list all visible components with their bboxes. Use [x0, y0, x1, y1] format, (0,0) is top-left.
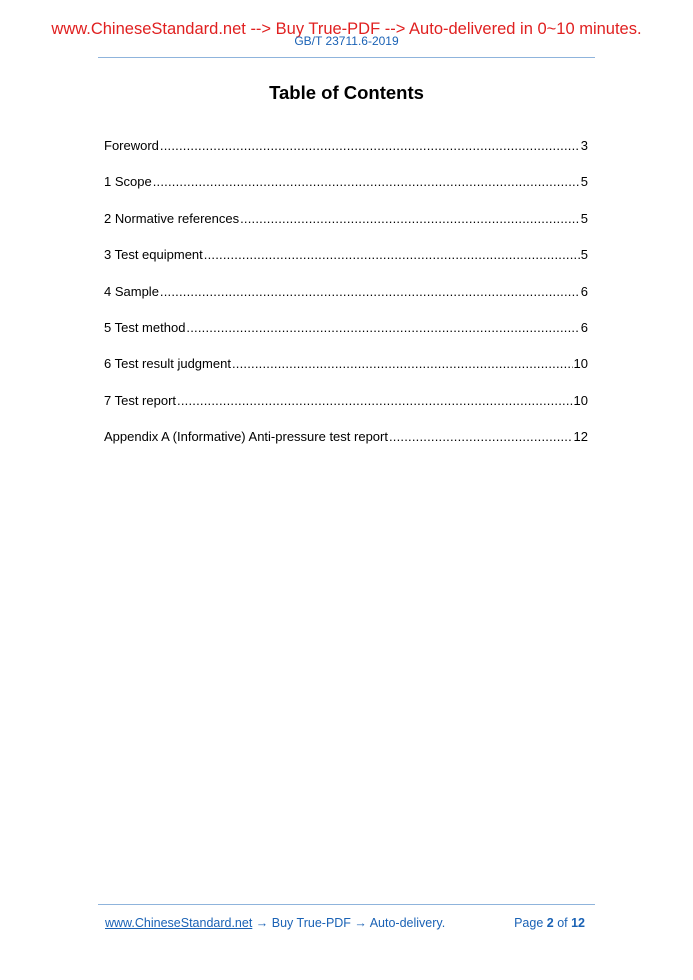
toc-entry-label: 5 Test method	[104, 319, 186, 335]
toc-entry-test-report[interactable]	[104, 392, 588, 428]
toc-entry-page: 5	[580, 174, 588, 190]
toc-entry-foreword[interactable]	[104, 137, 588, 173]
page-title: Table of Contents	[269, 82, 424, 103]
toc-entry-test-equipment[interactable]	[104, 246, 588, 282]
toc-dot-leader	[389, 428, 573, 446]
toc-entry-sample[interactable]	[104, 283, 588, 319]
toc-entry-page: 6	[580, 319, 588, 335]
footer-divider	[98, 904, 595, 905]
page-indicator	[514, 915, 585, 931]
toc-entry-label: 7 Test report	[104, 392, 177, 408]
toc-entry-label: 2 Normative references	[104, 210, 240, 226]
footer-promo	[105, 915, 445, 931]
toc-entry-page: 5	[580, 247, 588, 263]
header-divider	[98, 57, 595, 58]
toc-entry-test-result-judgment[interactable]	[104, 355, 588, 391]
footer-tagline: → Buy True-PDF → Auto-delivery.	[252, 916, 446, 930]
toc-dot-leader	[186, 319, 579, 337]
toc-dot-leader	[204, 246, 580, 264]
top-banner: www.ChineseStandard.net --> Buy True-PDF --> Auto-delivered in 0~10 minutes.	[51, 20, 642, 38]
toc-dot-leader	[177, 392, 573, 410]
toc-entry-scope[interactable]	[104, 173, 588, 209]
toc-entry-label: Foreword	[104, 138, 159, 153]
toc-entry-page: 3	[580, 138, 588, 153]
toc-dot-leader	[240, 210, 580, 228]
toc-dot-leader	[160, 283, 580, 301]
toc-dot-leader	[160, 137, 580, 155]
toc-entry-page: 10	[573, 392, 588, 408]
total-pages-number: 12	[571, 916, 585, 930]
toc-entry-label: 6 Test result judgment	[104, 356, 231, 372]
toc-list	[104, 137, 588, 465]
current-page-number: 2	[546, 916, 554, 930]
toc-entry-label: 4 Sample	[104, 283, 159, 299]
toc-dot-leader	[153, 173, 580, 191]
toc-entry-page: 6	[580, 283, 588, 299]
toc-dot-leader	[232, 355, 573, 373]
toc-entry-page: 5	[580, 210, 588, 226]
of-word: of	[553, 916, 572, 930]
standard-code: GB/T 23711.6-2019	[294, 34, 399, 48]
toc-entry-label: 1 Scope	[104, 174, 152, 190]
footer-site-link[interactable]: www.ChineseStandard.net	[105, 916, 253, 930]
toc-entry-page: 10	[573, 356, 588, 372]
page-word: Page	[514, 916, 547, 930]
toc-entry-appendix-a[interactable]	[104, 428, 588, 464]
toc-entry-test-method[interactable]	[104, 319, 588, 355]
toc-entry-label: 3 Test equipment	[104, 247, 203, 263]
toc-entry-normative-references[interactable]	[104, 210, 588, 246]
toc-entry-label: Appendix A (Informative) Anti-pressure test report	[104, 429, 388, 445]
toc-entry-page: 12	[573, 429, 588, 445]
